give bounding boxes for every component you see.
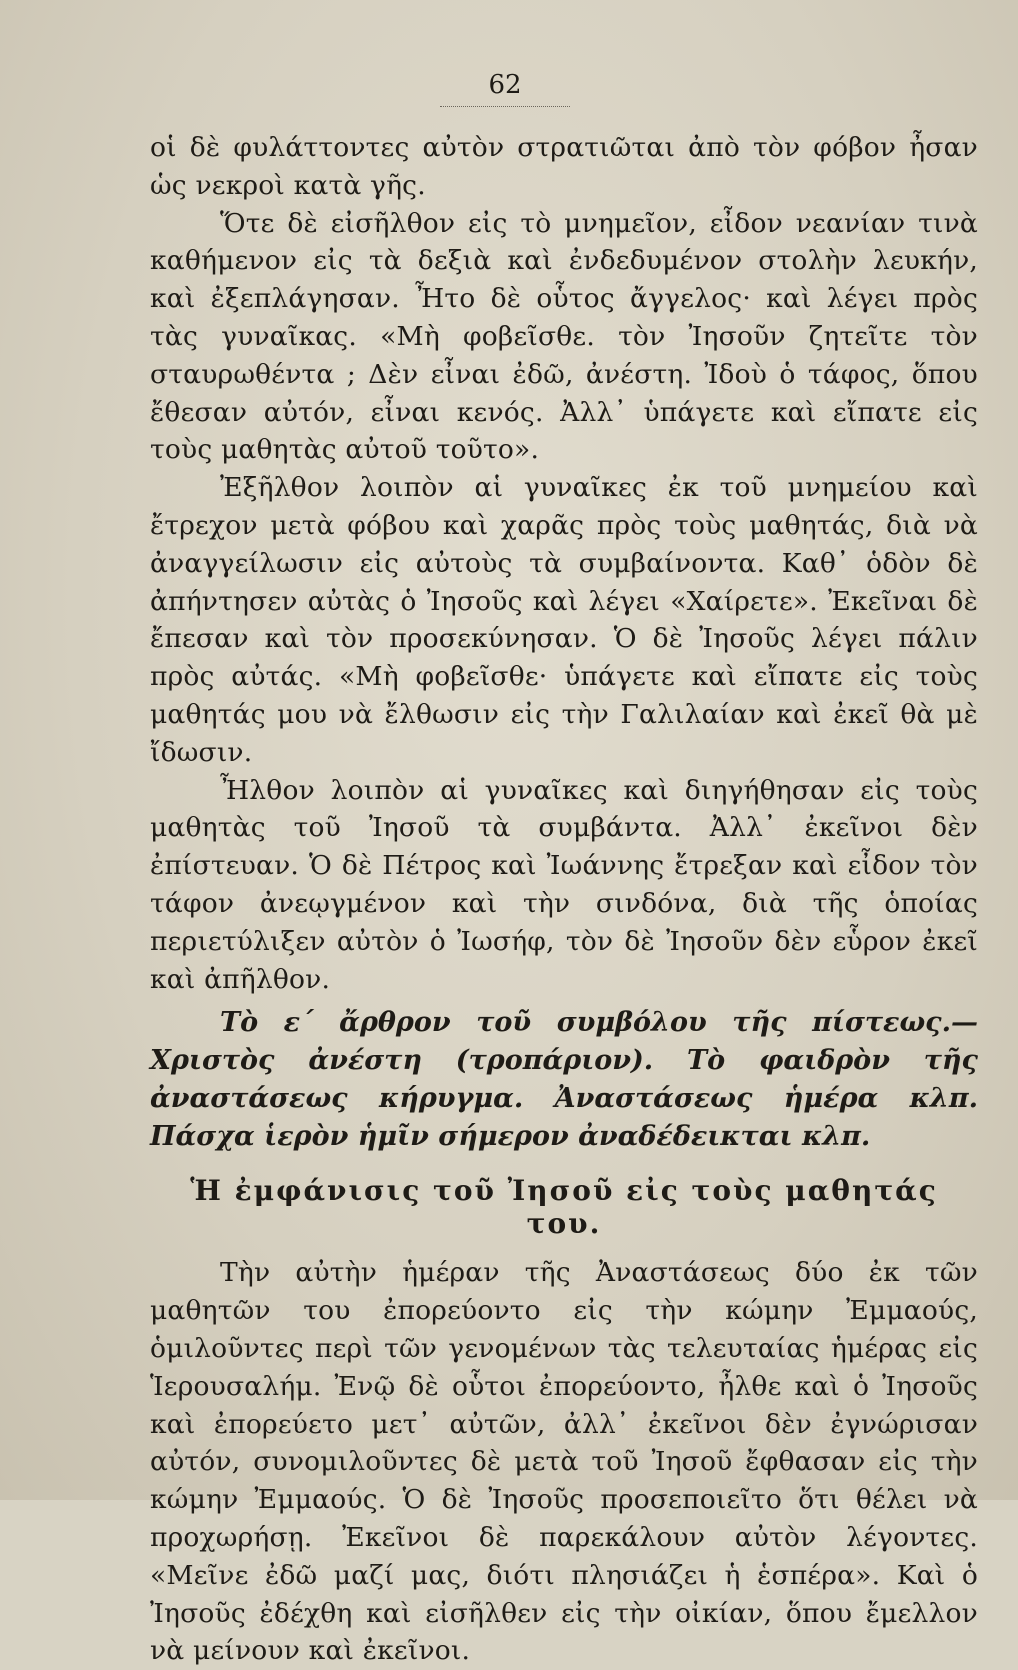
paragraph: οἱ δὲ φυλάττοντες αὐτὸν στρατιῶται ἀπὸ τὸν φόβον ἦσαν ὡς νεκροὶ κατὰ γῆς. xyxy=(150,132,978,201)
section-heading: Ἡ ἐμφάνισις τοῦ Ἰησοῦ εἰς τοὺς μαθητάς του. xyxy=(190,1174,938,1241)
page-number: 62 xyxy=(440,70,570,107)
paragraph: Ἦλθον λοιπὸν αἱ γυναῖκες καὶ διηγήθησαν εἰς τοὺς μαθητὰς τοῦ Ἰησοῦ τὰ συμβάντα. Ἀλλ᾽ ἐκεῖνοι δὲν ἐπίστευαν. Ὁ δὲ Πέτρος καὶ Ἰωάννης ἔτρεξαν καὶ εἶδον τὸν τάφον ἀνεῳγμένον καὶ τὴν σινδόνα, διὰ τῆς ὁποίας περιετύλιξεν αὐτὸν ὁ Ἰωσήφ, τὸν δὲ Ἰησοῦν δὲν εὗρον ἐκεῖ καὶ ἀπῆλθον. xyxy=(150,774,978,995)
paragraph: Ἐξῆλθον λοιπὸν αἱ γυναῖκες ἐκ τοῦ μνημείου καὶ ἔτρεχον μετὰ φόβου καὶ χαρᾶς πρὸς τοὺς μαθητάς, διὰ νὰ ἀναγγείλωσιν εἰς αὐτοὺς τὰ συμβαίνοντα. Καθ᾽ ὁδὸν δὲ ἀπήντησεν αὐτὰς ὁ Ἰησοῦς καὶ λέγει «Χαίρετε». Ἐκεῖναι δὲ ἔπεσαν καὶ τὸν προσεκύνησαν. Ὁ δὲ Ἰησοῦς λέγει πάλιν πρὸς αὐτάς. «Μὴ φοβεῖσθε· ὑπάγετε καὶ εἴπατε εἰς τοὺς μαθητάς μου νὰ ἔλθωσιν εἰς τὴν Γαλιλαίαν καὶ ἐκεῖ θὰ μὲ ἴδωσιν. xyxy=(150,472,978,768)
paragraph: Τὴν αὐτὴν ἡμέραν τῆς Ἀναστάσεως δύο ἐκ τῶν μαθητῶν του ἐπορεύοντο εἰς τὴν κώμην Ἐμμαούς, ὁμιλοῦντες περὶ τῶν γενομένων τὰς τελευταίας ἡμέρας εἰς Ἱερουσαλήμ. Ἐνῷ δὲ οὗτοι ἐπορεύοντο, ἦλθε καὶ ὁ Ἰησοῦς καὶ ἐπορεύετο μετ᾽ αὐτῶν, ἀλλ᾽ ἐκεῖνοι δὲν ἐγνώρισαν αὐτόν, συνομιλοῦντες δὲ μετὰ τοῦ Ἰησοῦ ἔφθασαν εἰς τὴν κώμην Ἐμμαούς. Ὁ δὲ Ἰησοῦς προσεποιεῖτο ὅτι θέλει νὰ προχωρήσῃ. Ἐκεῖνοι δὲ παρεκάλουν αὐτὸν λέγοντες. «Μεῖνε ἐδῶ μαζί μας, διότι πλησιάζει ἡ ἑσπέρα». Καὶ ὁ Ἰησοῦς ἐδέχθη καὶ εἰσῆλθεν εἰς τὴν οἰκίαν, ὅπου ἔμελλον νὰ μείνουν καὶ ἐκεῖνοι. xyxy=(150,1257,978,1667)
liturgical-note: Τὸ ε´ ἄρθρον τοῦ συμβόλου τῆς πίστεως.—Χριστὸς ἀνέστη (τροπάριον). Τὸ φαιδρὸν τῆς ἀναστάσεως κήρυγμα. Ἀναστάσεως ἡμέρα κλπ. Πάσχα ἱερὸν ἡμῖν σήμερον ἀναδέδεικται κλπ. xyxy=(150,1007,978,1153)
body-text-bottom xyxy=(150,1254,978,1670)
body-text-top xyxy=(150,129,978,998)
paragraph: Ὅτε δὲ εἰσῆλθον εἰς τὸ μνημεῖον, εἶδον νεανίαν τινὰ καθήμενον εἰς τὰ δεξιὰ καὶ ἐνδεδυμένον στολὴν λευκήν, καὶ ἐξεπλάγησαν. Ἦτο δὲ οὗτος ἄγγελος· καὶ λέγει πρὸς τὰς γυναῖκας. «Μὴ φοβεῖσθε. τὸν Ἰησοῦν ζητεῖτε τὸν σταυρωθέντα ; Δὲν εἶναι ἐδῶ, ἀνέστη. Ἰδοὺ ὁ τάφος, ὅπου ἔθεσαν αὐτόν, εἶναι κενός. Ἀλλ᾽ ὑπάγετε καὶ εἴπατε εἰς τοὺς μαθητὰς αὐτοῦ τοῦτο». xyxy=(150,207,978,466)
